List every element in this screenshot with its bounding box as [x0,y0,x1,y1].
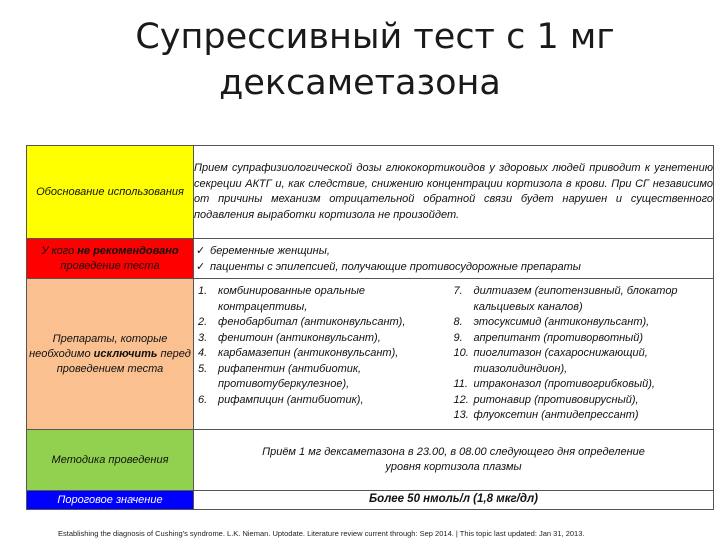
drug-item [454,300,710,316]
exclude-drugs-label [27,279,194,430]
drug-text: итраконазол (противогрибковый), [473,378,655,391]
drug-item [198,377,454,393]
exclude-drugs-label-post: перед проведением теста [56,347,191,375]
table-row-threshold [27,491,714,510]
not-recommended-list [194,239,714,279]
drug-list-column-2 [454,284,710,424]
drug-number: 6. [198,393,208,406]
drug-number: 3. [198,331,208,344]
drug-item [198,284,454,300]
drug-item [198,315,454,331]
drug-item [454,315,710,331]
drug-item [198,393,454,409]
drug-list-column-1 [198,284,454,424]
method-text: Приём 1 мг дексаметазона в 23.00, в 08.00 следующего дня определение уровня кортизола плазмы [194,430,714,491]
not-recommended-label [27,239,194,279]
drug-text: этосуксимид (антиконвульсант), [473,316,650,329]
drug-item [454,362,710,378]
rationale-label: Обоснование использования [27,146,194,239]
method-label: Методика проведения [27,430,194,491]
drug-number: 10. [453,347,469,360]
drug-text: дилтиазем (гипотензивный, блокатор [473,285,678,298]
drug-text: рифампицин (антибиотик), [218,393,364,406]
rationale-text: Прием супрафизиологической дозы глюкокортикоидов у здоровых людей приводит к угнетению секреции АКТГ и, как следствие, снижению концентрации кортизола в крови. При СГ независимо от причины механизм отрицательной обратной связи будет нарушен и существенного подавления выработки кортизола не произойдет. [194,146,714,239]
checkmark-icon: ✓ [196,244,206,257]
drug-number [454,362,474,378]
drug-item [454,408,710,424]
not-recommended-label-pre: У кого [41,244,78,257]
drug-text: контрацептивы, [218,300,308,313]
drug-text: карбамазепин (антиконвульсант), [218,347,399,360]
drug-item [454,377,710,393]
drug-text: флуоксетин (антидепрессант) [473,409,639,422]
drug-number: 7. [453,285,463,298]
drug-text: апрепитант (противорвотный) [473,331,644,344]
drug-number: 13. [453,409,469,422]
drug-item [454,284,710,300]
threshold-label: Пороговое значение [27,491,194,510]
drug-number [454,300,474,316]
exclude-drugs-label-bold: исключить [93,347,158,360]
drug-item [454,346,710,362]
exclude-drugs-list [194,279,714,430]
not-recommended-label-bold: не рекомендовано [77,244,179,257]
threshold-value: Более 50 нмоль/л (1,8 мкг/дл) [194,491,714,510]
drug-text: фенобарбитал (антиконвульсант), [218,316,406,329]
not-recommended-label-post: проведение теста [60,259,160,272]
drug-number: 5. [198,362,208,375]
table-row-rationale [27,146,714,239]
table-row-not-recommended [27,239,714,279]
drug-text: рифапентин (антибиотик, [218,362,362,375]
drug-item [198,362,454,378]
list-item-text: пациенты с эпилепсией, получающие противосудорожные препараты [210,260,581,273]
drug-text: тиазолидиндион), [473,362,568,375]
drug-number: 8. [453,316,463,329]
slide-title-line-1: Супрессивный тест с 1 мг [135,17,615,57]
drug-text: пиоглитазон (сахароснижающий, [473,347,648,360]
drug-item [198,346,454,362]
drug-text: ритонавир (противовирусный), [473,393,639,406]
list-item [194,243,713,259]
drug-number: 12. [453,393,469,406]
slide-title-line-2: дексаметазона [219,63,501,103]
drug-item [198,300,454,316]
drug-text: противотуберкулезное), [218,378,350,391]
drug-item [454,331,710,347]
drug-number: 4. [198,347,208,360]
drug-number: 2. [198,316,208,329]
drug-number [198,377,218,393]
table-row-method [27,430,714,491]
exclude-drugs-label-pre: Препараты, которые необходимо [29,332,168,360]
test-info-table [26,145,714,510]
drug-number: 1. [198,285,208,298]
table-row-exclude-drugs [27,279,714,430]
checkmark-icon: ✓ [196,260,206,273]
drug-item [198,331,454,347]
drug-item [454,393,710,409]
slide-title [0,14,720,106]
drug-number [198,300,218,316]
drug-text: фенитоин (антиконвульсант), [218,331,381,344]
drug-text: комбинированные оральные [218,285,366,298]
drug-text: кальциевых каналов) [473,300,583,313]
drug-number: 11. [453,378,468,391]
drug-number: 9. [453,331,463,344]
list-item [194,259,713,275]
list-item-text: беременные женщины, [210,244,330,257]
source-citation: Establishing the diagnosis of Cushing's syndrome. L.K. Nieman. Uptodate. Literature review current through: Sep 2014. | This topic last updated: Jan 31, 2013. [58,529,585,538]
